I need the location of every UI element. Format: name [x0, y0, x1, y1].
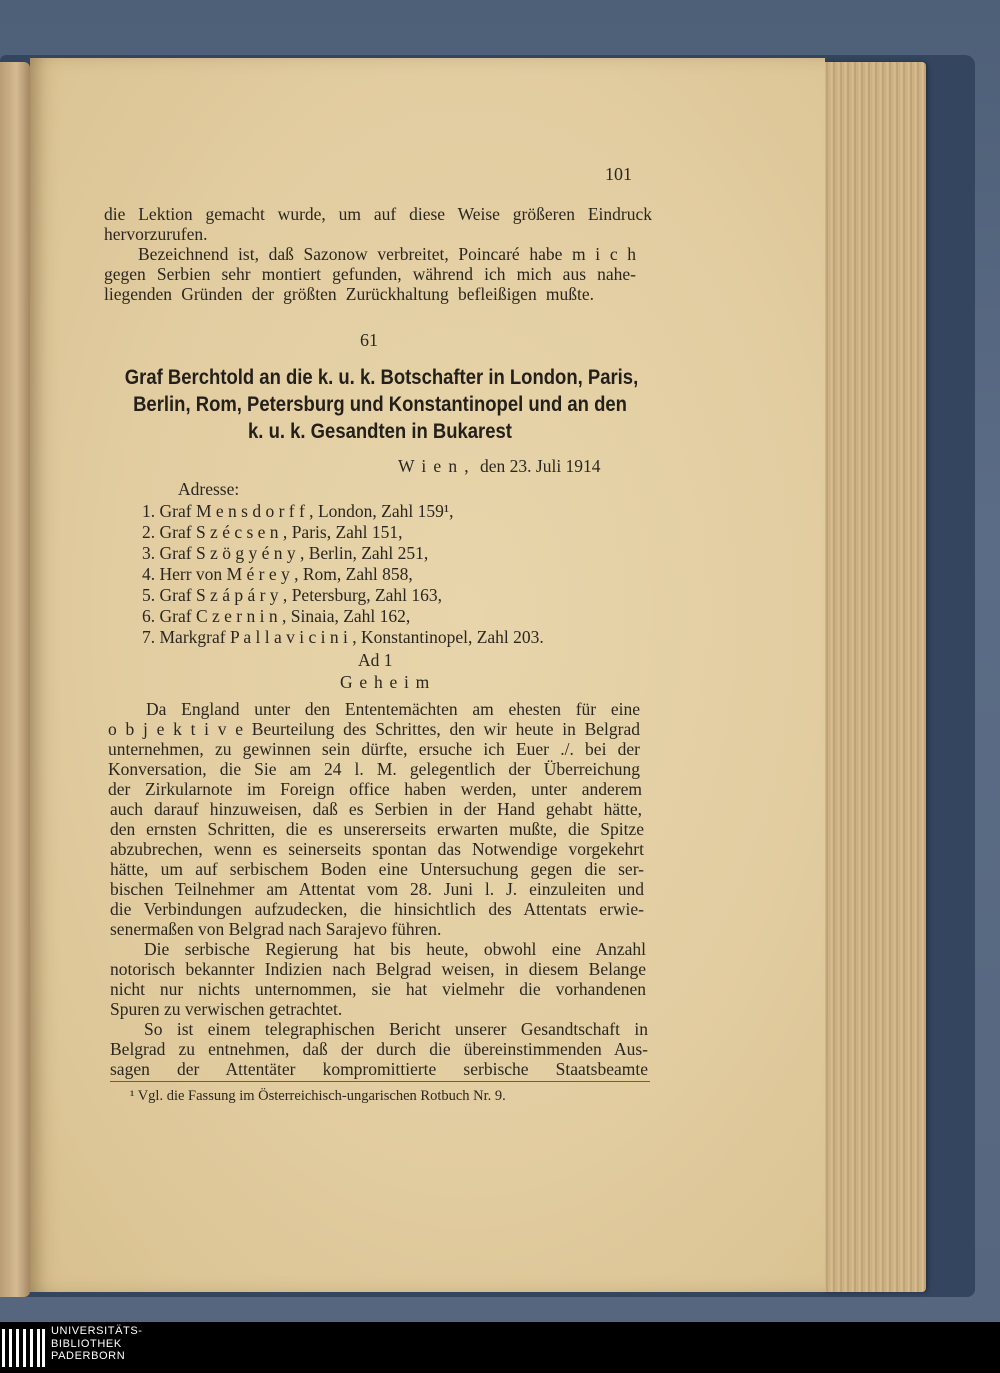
body-line: bischen Teilnehmer am Attentat vom 28. Juni l. J. einzuleiten und: [110, 879, 644, 899]
body-line: o b j e k t i v e Beurteilung des Schrittes, den wir heute in Belgrad: [108, 719, 640, 739]
addressee-detail: Sinaia, Zahl 162,: [290, 606, 411, 626]
footnote: ¹ Vgl. die Fassung im Österreichisch-ungarischen Rotbuch Nr. 9.: [130, 1088, 506, 1104]
addressee-item: [142, 501, 453, 521]
addressee-item: [142, 522, 403, 542]
addressee-name: S z é c s e n ,: [195, 522, 288, 542]
addressee-item: [142, 564, 413, 584]
addressee-item: [142, 585, 442, 605]
addressee-number: 4.: [142, 564, 156, 584]
library-logo-icon: [0, 1327, 46, 1369]
body-line: senermaßen von Belgrad nach Sarajevo führen.: [110, 919, 442, 939]
body-line: sagen der Attentäter kompromittierte serbische Staatsbeamte: [110, 1059, 648, 1079]
intro-line: Bezeichnend ist, daß Sazonow verbreitet, Poincaré habe m i c h: [138, 244, 636, 264]
library-logo-text: [51, 1325, 143, 1363]
body-line: unternehmen, zu gewinnen sein dürfte, ersuche ich Euer ./. bei der: [108, 739, 640, 759]
addressee-name: C z e r n i n ,: [195, 606, 287, 626]
body-line: auch darauf hinzuweisen, daß es Serbien in der Hand gehabt hätte,: [110, 799, 642, 819]
body-line: der Zirkularnote im Foreign office haben werden, unter anderem: [108, 779, 642, 799]
addressee-title: Graf: [159, 543, 192, 563]
addressee-number: 5.: [142, 585, 156, 605]
addressee-detail: Konstantinopel, Zahl 203.: [361, 627, 544, 647]
page-number: 101: [605, 164, 632, 184]
ad-label: Ad 1: [358, 650, 393, 670]
intro-line: liegenden Gründen der größten Zurückhaltung befleißigen mußte.: [104, 284, 594, 304]
body-line: Da England unter den Ententemächten am ehesten für eine: [146, 699, 640, 719]
body-line: hätte, um auf serbischem Boden eine Untersuchung gegen die ser-: [110, 859, 644, 879]
footer-bar: [0, 1322, 1000, 1373]
addressee-name: S z á p á r y ,: [195, 585, 288, 605]
addressee-detail: Rom, Zahl 858,: [302, 564, 413, 584]
addressee-name: P a l l a v i c i n i ,: [229, 627, 357, 647]
intro-line: gegen Serbien sehr montiert gefunden, während ich mich aus nahe-: [104, 264, 636, 284]
addressee-detail: Petersburg, Zahl 163,: [291, 585, 443, 605]
addressee-number: 3.: [142, 543, 156, 563]
logo-line: BIBLIOTHEK: [51, 1337, 122, 1350]
body-line: Belgrad zu entnehmen, daß der durch die übereinstimmenden Aus-: [110, 1039, 648, 1059]
body-line: So ist einem telegraphischen Bericht unserer Gesandtschaft in: [144, 1019, 648, 1039]
document-heading-line: k. u. k. Gesandten in Bukarest: [248, 420, 512, 443]
document-heading-line: Berlin, Rom, Petersburg und Konstantinopel und an den: [133, 393, 627, 416]
document-number: 61: [360, 330, 378, 350]
addressee-detail: Berlin, Zahl 251,: [308, 543, 429, 563]
logo-line: UNIVERSITÄTS-: [51, 1325, 143, 1337]
book-page: [30, 58, 825, 1292]
addressee-title: Graf: [159, 501, 192, 521]
addressee-number: 2.: [142, 522, 156, 542]
addressee-title: Graf: [159, 606, 192, 626]
addressee-title: Markgraf: [159, 627, 226, 647]
document-heading-line: Graf Berchtold an die k. u. k. Botschafter in London, Paris,: [124, 366, 639, 389]
addressee-name: M é r e y ,: [226, 564, 299, 584]
footnote-divider: [110, 1081, 650, 1082]
body-line: abzubrechen, wenn es seinerseits spontan das Notwendige vorgekehrt: [110, 839, 644, 859]
intro-line: hervorzurufen.: [104, 224, 208, 244]
address-label: Adresse:: [178, 479, 240, 499]
addressee-item: [142, 543, 428, 563]
body-line: notorisch bekannter Indizien nach Belgrad weisen, in diesem Belange: [110, 959, 646, 979]
addressee-detail: London, Zahl 159¹,: [317, 501, 454, 521]
addressee-number: 6.: [142, 606, 156, 626]
body-line: Konversation, die Sie am 24 l. M. gelegentlich der Überreichung: [108, 759, 640, 779]
page-edges: [822, 62, 926, 1292]
body-line: nicht nur nichts unternommen, sie hat vielmehr die vorhandenen: [110, 979, 646, 999]
body-line: Spuren zu verwischen getrachtet.: [110, 999, 343, 1019]
addressee-item: [142, 627, 544, 647]
left-page-edge: [0, 62, 30, 1297]
addressee-name: M e n s d o r f f ,: [195, 501, 314, 521]
body-line: den ernsten Schritten, die es unsererseits erwarten mußte, die Spitze: [110, 819, 644, 839]
intro-line: die Lektion gemacht wurde, um auf diese Weise größeren Eindruck: [104, 204, 652, 224]
secret-label: G e h e i m: [340, 672, 431, 692]
addressee-title: Graf: [159, 522, 192, 542]
addressee-title: Herr von: [159, 564, 223, 584]
body-line: Die serbische Regierung hat bis heute, obwohl eine Anzahl: [144, 939, 646, 959]
body-line: die Verbindungen aufzudecken, die hinsichtlich des Attentats erwie-: [110, 899, 644, 919]
dateline-place: W i e n ,: [398, 456, 471, 476]
addressee-number: 1.: [142, 501, 156, 521]
addressee-number: 7.: [142, 627, 156, 647]
addressee-detail: Paris, Zahl 151,: [291, 522, 403, 542]
logo-line: PADERBORN: [51, 1350, 126, 1362]
dateline-date: den 23. Juli 1914: [480, 456, 601, 476]
addressee-title: Graf: [159, 585, 192, 605]
addressee-name: S z ö g y é n y ,: [195, 543, 305, 563]
addressee-item: [142, 606, 410, 626]
